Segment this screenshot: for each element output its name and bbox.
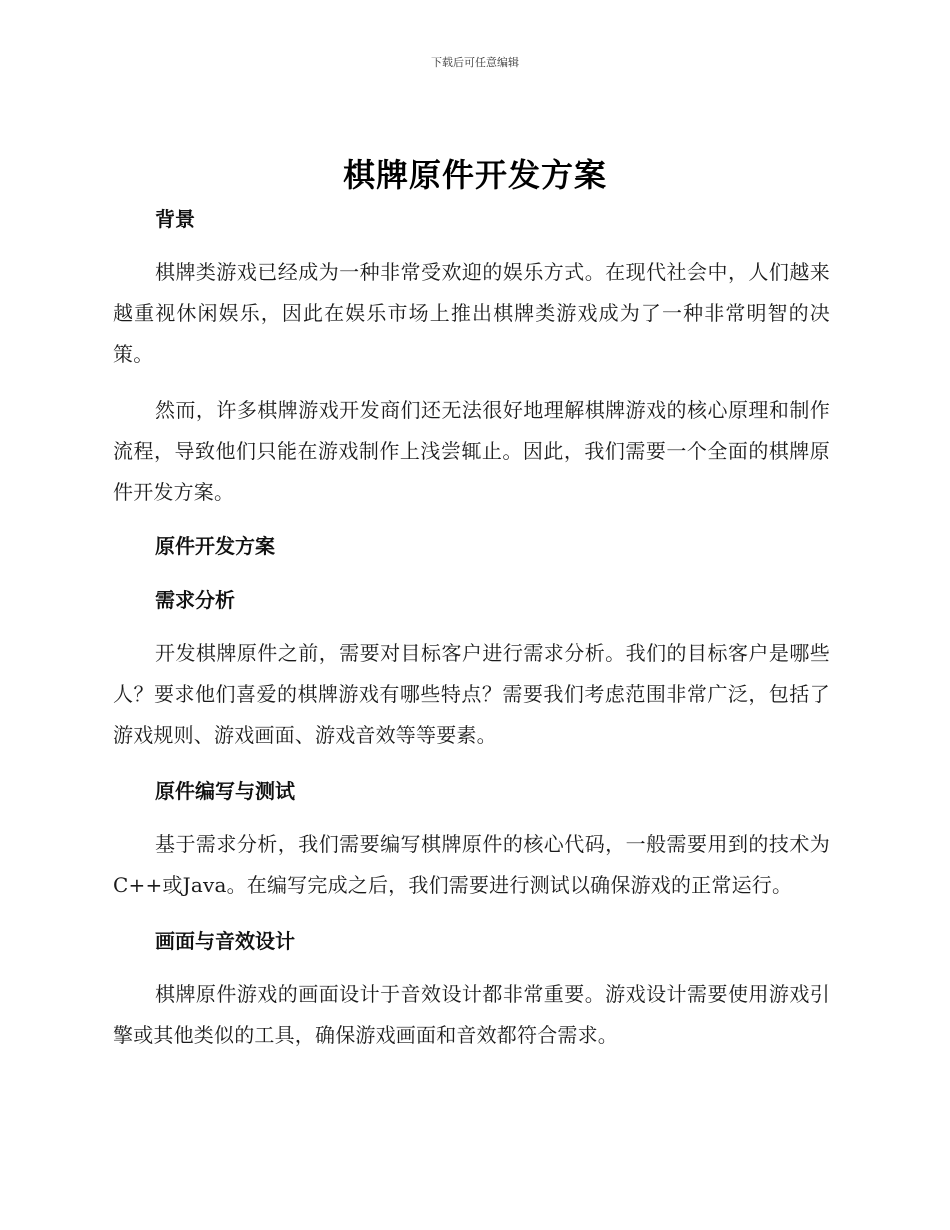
paragraph-background-1: 棋牌类游戏已经成为一种非常受欢迎的娱乐方式。在现代社会中，人们越来越重视休闲娱乐，因此在娱乐市场上推出棋牌类游戏成为了一种非常明智的决策。 — [113, 260, 830, 366]
section-heading-graphics-audio: 画面与音效设计 — [155, 929, 295, 953]
section-heading-background: 背景 — [155, 207, 195, 231]
paragraph-coding-testing: 基于需求分析，我们需要编写棋牌原件的核心代码，一般需要用到的技术为C++或Java。在编写完成之后，我们需要进行测试以确保游戏的正常运行。 — [113, 832, 830, 897]
document-title: 棋牌原件开发方案 — [342, 156, 607, 194]
section-heading-coding-testing: 原件编写与测试 — [155, 779, 295, 803]
section-heading-requirements: 需求分析 — [155, 588, 235, 612]
paragraph-background-2: 然而，许多棋牌游戏开发商们还无法很好地理解棋牌游戏的核心原理和制作流程，导致他们只能在游戏制作上浅尝辄止。因此，我们需要一个全面的棋牌原件开发方案。 — [113, 398, 830, 504]
page-header-note: 下载后可任意编辑 — [431, 56, 519, 69]
section-heading-development-plan: 原件开发方案 — [155, 534, 275, 558]
document-body — [113, 204, 830, 1056]
paragraph-graphics-audio: 棋牌原件游戏的画面设计于音效设计都非常重要。游戏设计需要使用游戏引擎或其他类似的工具，确保游戏画面和音效都符合需求。 — [113, 982, 830, 1047]
paragraph-requirements: 开发棋牌原件之前，需要对目标客户进行需求分析。我们的目标客户是哪些人？要求他们喜爱的棋牌游戏有哪些特点？需要我们考虑范围非常广泛，包括了游戏规则、游戏画面、游戏音效等等要素。 — [113, 641, 830, 747]
